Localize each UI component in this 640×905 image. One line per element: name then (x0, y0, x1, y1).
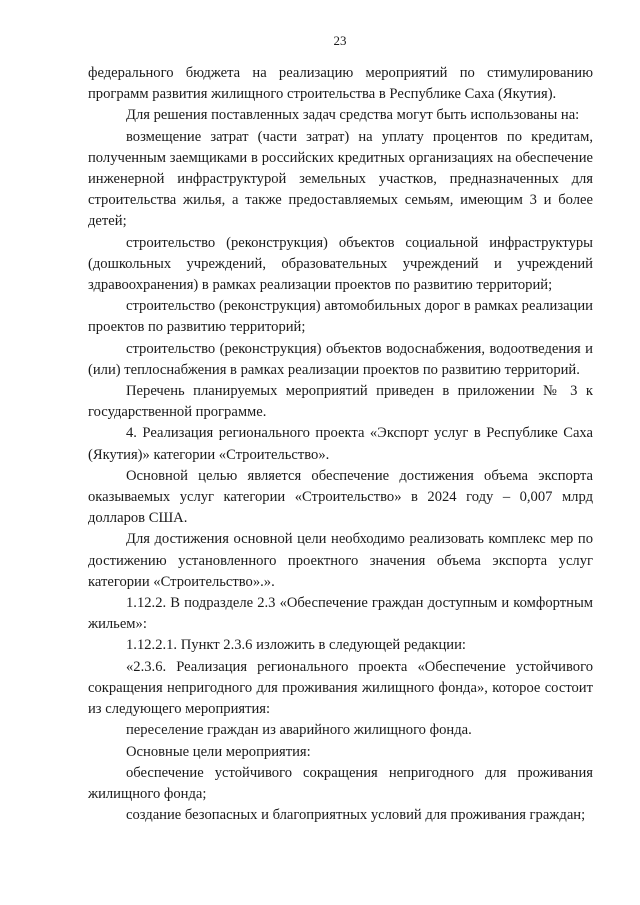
paragraph: переселение граждан из аварийного жилищного фонда. (126, 722, 472, 739)
paragraph: 4. Реализация регионального проекта «Экспорт услуг в Республике Саха (Якутия)» категории «Строительство». (88, 425, 593, 463)
paragraph: строительство (реконструкция) автомобильных дорог в рамках реализации проектов по развитию территорий; (88, 298, 593, 336)
document-body (88, 63, 593, 826)
paragraph: обеспечение устойчивого сокращения непригодного для проживания жилищного фонда; (88, 764, 593, 802)
paragraph: Для решения поставленных задач средства могут быть использованы на: (126, 107, 580, 124)
paragraph: 1.12.2.1. Пункт 2.3.6 изложить в следующей редакции: (126, 637, 466, 654)
paragraph: федерального бюджета на реализацию мероприятий по стимулированию программ развития жилищного строительства в Республике Саха (Якутия). (88, 65, 593, 103)
paragraph: создание безопасных и благоприятных условий для проживания граждан; (126, 807, 586, 824)
paragraph: возмещение затрат (части затрат) на уплату процентов по кредитам, полученным заемщиками в российских кредитных организациях на обеспечение инженерной инфраструктурой земельных участков, предназначенных для строительства жилья, а также предоставляемых семьям, имеющим 3 и более детей; (88, 128, 593, 230)
paragraph: «2.3.6. Реализация регионального проекта «Обеспечение устойчивого сокращения непригодного для проживания жилищного фонда», которое состоит из следующего мероприятия: (88, 658, 593, 718)
paragraph: Перечень планируемых мероприятий приведен в приложении № 3 к государственной программе. (88, 383, 593, 421)
paragraph: Основные цели мероприятия: (126, 743, 311, 760)
paragraph: строительство (реконструкция) объектов социальной инфраструктуры (дошкольных учреждений, образовательных учреждений и учреждений здравоохранения) в рамках реализации проектов по развитию территорий; (88, 234, 593, 294)
paragraph: строительство (реконструкция) объектов водоснабжения, водоотведения и (или) теплоснабжения в рамках реализации проектов по развитию территорий. (88, 340, 593, 378)
paragraph: Основной целью является обеспечение достижения объема экспорта оказываемых услуг категории «Строительство» в 2024 году – 0,007 млрд долларов США. (88, 467, 593, 527)
paragraph: 1.12.2. В подразделе 2.3 «Обеспечение граждан доступным и комфортным жильем»: (88, 595, 593, 633)
page-number: 23 (333, 33, 347, 48)
paragraph: Для достижения основной цели необходимо реализовать комплекс мер по достижению установленного проектного значения объема экспорта услуг категории «Строительство».». (88, 531, 593, 590)
